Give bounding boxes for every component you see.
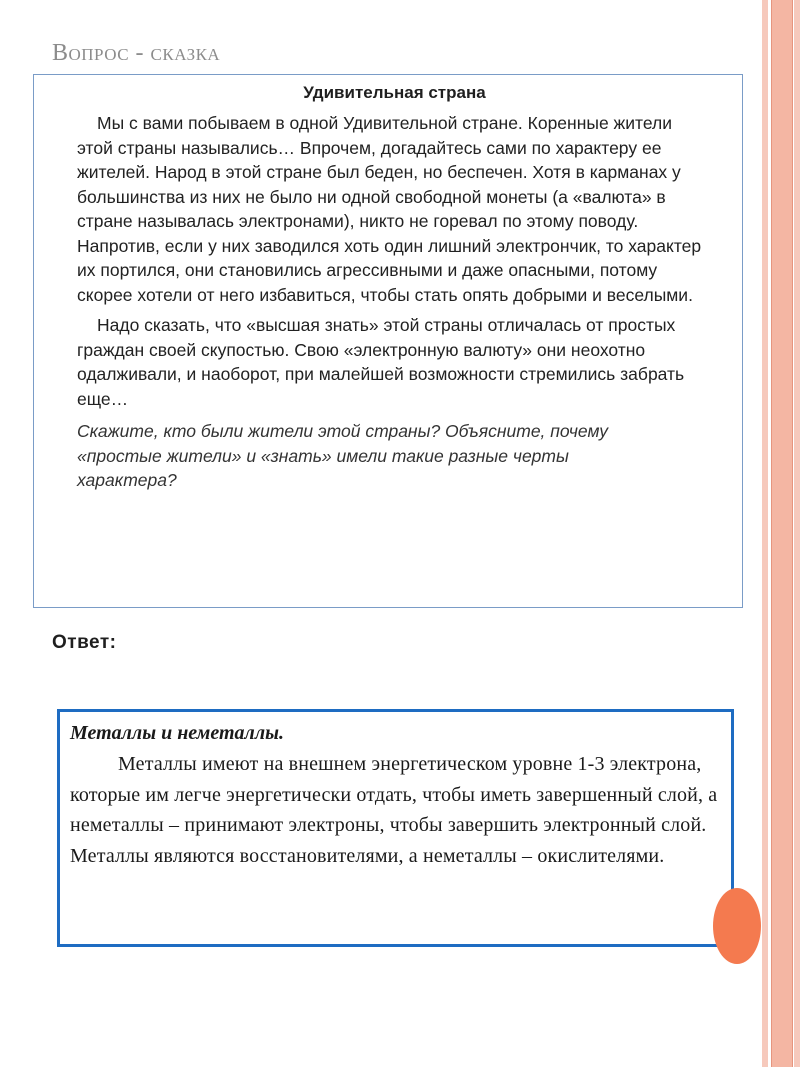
- story-paragraph-1: Мы с вами побываем в одной Удивительной стране. Коренные жители этой страны назывались… Впрочем, догадайтесь сами по характеру ее жителей. Народ в этой стране был беден, но беспечен. Хотя в карманах у большинства из них не было ни одной свободной монеты (а «валюта» в стране называлась электронами), никто не горевал по этому поводу. Напротив, если у них заводился хоть один лишний электрончик, то характер их портился, они становились агрессивными и даже опасными, потому скорее хотели от него избавиться, чтобы стать опять добрыми и веселыми.: [77, 113, 702, 305]
- answer-box: [57, 709, 734, 947]
- decor-circle: [713, 888, 761, 964]
- story-heading: Удивительная страна: [303, 83, 486, 102]
- decor-stripe-middle: [772, 0, 792, 1067]
- slide-title: Вопрос - сказка: [52, 40, 221, 66]
- story-question-line: Скажите, кто были жители этой страны? Объясните, почему: [77, 421, 608, 441]
- answer-heading: Металлы и неметаллы.: [70, 722, 284, 744]
- answer-label: Ответ:: [52, 632, 117, 653]
- story-paragraph-2: Надо сказать, что «высшая знать» этой страны отличалась от простых граждан своей скупостью. Свою «электронную валюту» они неохотно одалживали, и наоборот, при малейшей возможности стремились забрать еще…: [77, 315, 685, 409]
- story-box: [33, 74, 743, 608]
- decor-stripe-line: [792, 0, 793, 1067]
- story-question-line: характера?: [77, 470, 177, 490]
- story-question: [77, 419, 712, 493]
- decor-stripe-left: [762, 0, 768, 1067]
- story-question-line: «простые жители» и «знать» имели такие разные черты: [77, 445, 569, 466]
- answer-text: Металлы имеют на внешнем энергетическом уровне 1-3 электрона, которые им легче энергетически отдать, чтобы иметь завершенный слой, а неметаллы – принимают электроны, чтобы завершить электронный слой. Металлы являются восстановителями, а неметаллы – окислителями.: [70, 753, 718, 867]
- decor-stripe-right: [794, 0, 800, 1067]
- decor-stripe-line: [771, 0, 772, 1067]
